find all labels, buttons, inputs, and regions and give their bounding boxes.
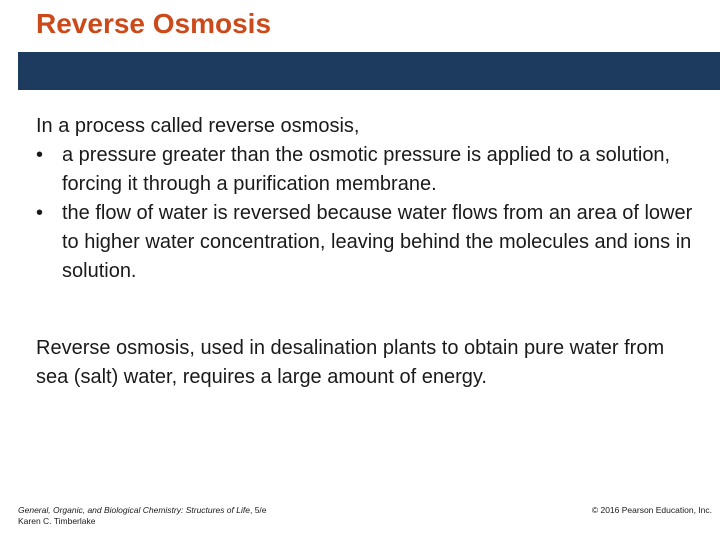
intro-text: In a process called reverse osmosis, — [36, 115, 360, 137]
footer-book-line — [18, 505, 267, 516]
bullet-text: a pressure greater than the osmotic pressure is applied to a solution, forcing it through a purification membrane. — [62, 144, 671, 195]
bullet-text: the flow of water is reversed because water flows from an area of lower to higher water concentration, leaving behind the molecules and ions in solution. — [62, 202, 693, 282]
footer-author: Karen C. Timberlake — [18, 516, 96, 526]
footer-edition: , 5/e — [249, 505, 267, 515]
footer-book-title: General, Organic, and Biological Chemistry: Structures of Life — [18, 505, 250, 515]
bullet-item — [36, 141, 696, 199]
title-band — [18, 52, 720, 90]
footer-copyright: © 2016 Pearson Education, Inc. — [591, 505, 712, 515]
body-text — [36, 112, 696, 286]
slide-title: Reverse Osmosis — [36, 8, 272, 39]
footer-citation — [18, 505, 267, 527]
bullet-list — [36, 141, 696, 286]
closing-paragraph: Reverse osmosis, used in desalination plants to obtain pure water from sea (salt) water, requires a large amount of energy. — [36, 337, 665, 388]
bullet-icon: • — [36, 144, 44, 166]
bullet-icon: • — [36, 202, 44, 224]
bullet-item — [36, 199, 696, 286]
